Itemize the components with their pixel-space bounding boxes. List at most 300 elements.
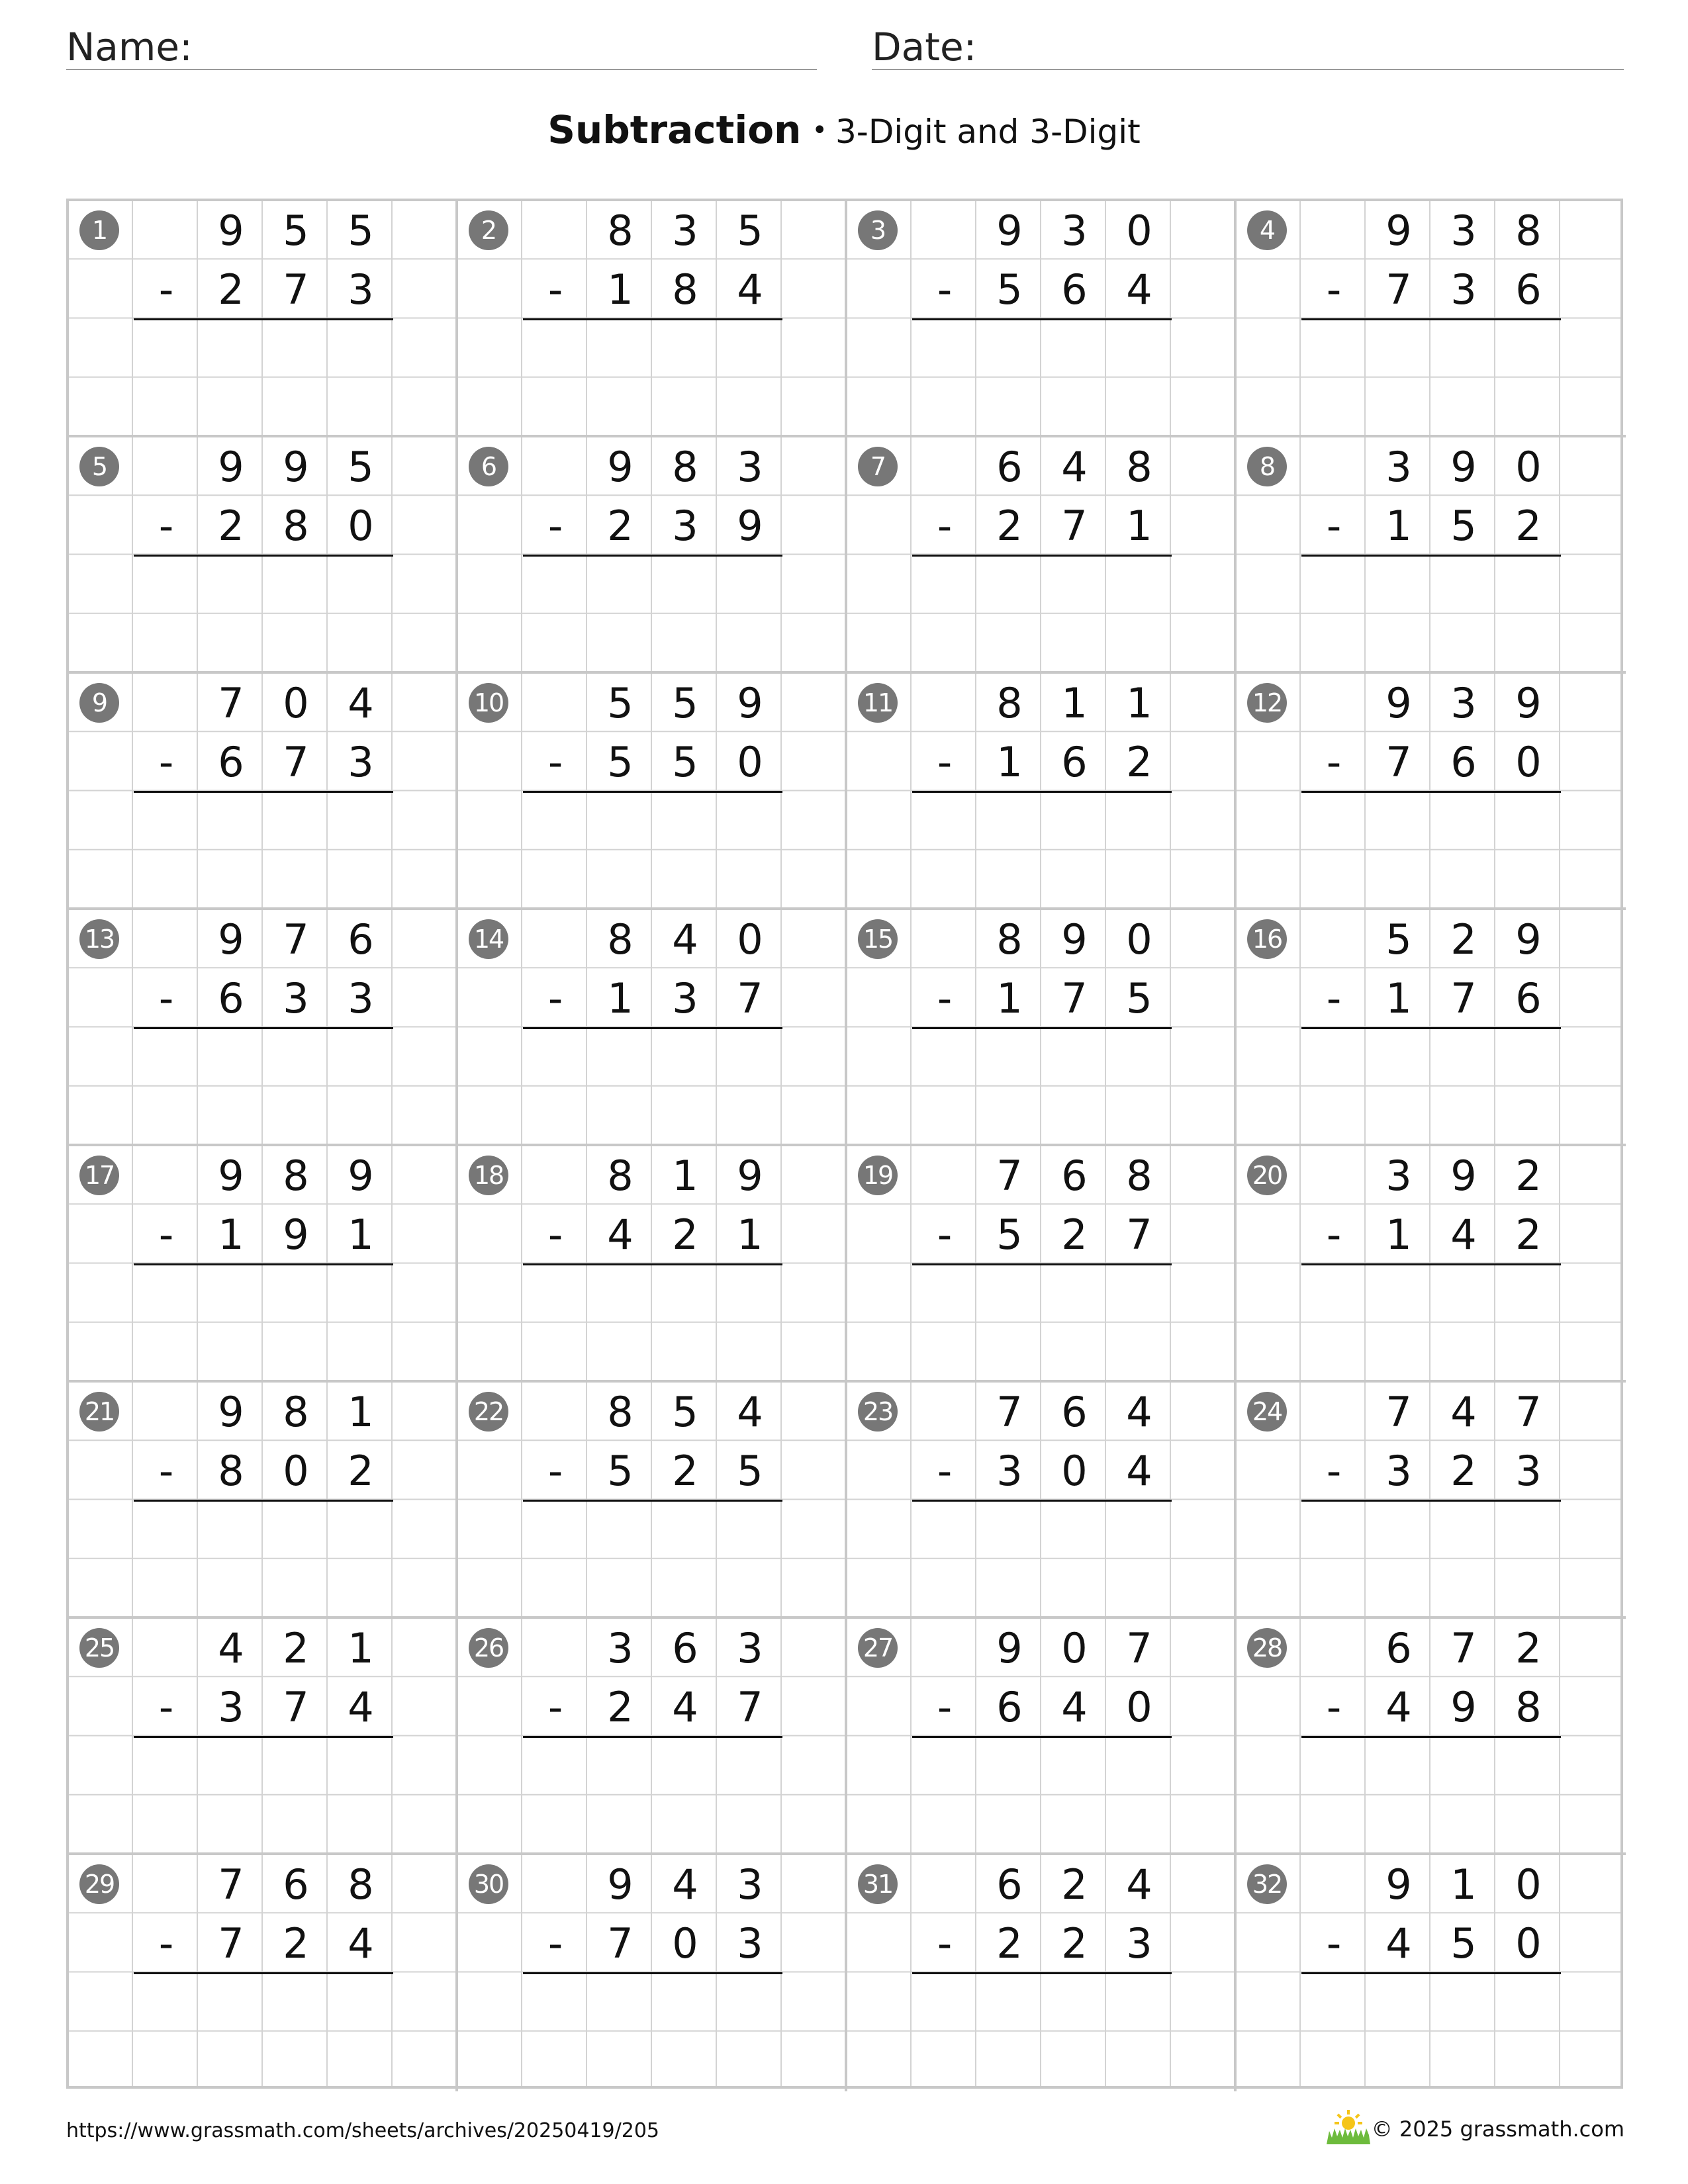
title-subtitle: 3-Digit and 3-Digit <box>835 113 1141 151</box>
subtrahend <box>1237 1914 1626 1973</box>
minuend-digit: 2 <box>1515 1624 1542 1672</box>
subtrahend-digit: 4 <box>1126 265 1152 314</box>
minuend-digit: 0 <box>1061 1624 1088 1672</box>
problem-number-badge: 4 <box>1247 210 1287 250</box>
minuend-digit: 4 <box>1126 1388 1152 1436</box>
problem-number-badge: 25 <box>79 1628 119 1668</box>
subtrahend <box>1237 733 1626 792</box>
minuend-digit: 6 <box>283 1860 309 1909</box>
subtrahend-digit: 6 <box>1450 738 1477 786</box>
problem-number-badge: 2 <box>469 210 508 250</box>
minuend <box>69 437 458 496</box>
minuend-digit: 1 <box>672 1152 698 1200</box>
answer-line <box>523 1263 782 1265</box>
minuend-digit: 3 <box>672 206 698 255</box>
subtrahend <box>69 1914 458 1973</box>
problem-cell <box>847 437 1237 674</box>
subtrahend-digit: 7 <box>737 1683 763 1731</box>
problem-number-badge: 18 <box>469 1156 508 1195</box>
subtrahend-digit: 6 <box>1061 738 1088 786</box>
subtrahend-digit: 2 <box>607 1683 633 1731</box>
subtrahend <box>458 260 847 319</box>
minus-sign: - <box>547 1919 563 1968</box>
subtrahend-digit: 9 <box>1450 1683 1477 1731</box>
answer-line <box>523 555 782 557</box>
subtrahend-digit: 4 <box>1126 1447 1152 1495</box>
answer-line <box>912 1972 1172 1974</box>
minuend-digit: 5 <box>283 206 309 255</box>
subtrahend-digit: 3 <box>1515 1447 1542 1495</box>
subtrahend-digit: 3 <box>1385 1447 1412 1495</box>
subtrahend <box>69 1678 458 1737</box>
minus-sign: - <box>1326 1210 1342 1259</box>
minus-sign: - <box>547 265 563 314</box>
minuend-digit: 4 <box>218 1624 244 1672</box>
subtrahend-digit: 2 <box>218 265 244 314</box>
subtrahend-digit: 5 <box>996 265 1023 314</box>
problem-number-badge: 11 <box>858 683 898 723</box>
subtrahend-digit: 1 <box>1385 1210 1412 1259</box>
minuend-digit: 7 <box>283 915 309 964</box>
subtrahend-digit: 3 <box>672 974 698 1023</box>
subtrahend-digit: 1 <box>737 1210 763 1259</box>
minuend-digit: 3 <box>607 1624 633 1672</box>
answer-line <box>523 1972 782 1974</box>
subtrahend-digit: 7 <box>737 974 763 1023</box>
subtrahend-digit: 4 <box>607 1210 633 1259</box>
subtrahend-digit: 1 <box>996 738 1023 786</box>
subtrahend-digit: 4 <box>737 265 763 314</box>
subtrahend-digit: 2 <box>1126 738 1152 786</box>
minuend <box>69 1146 458 1205</box>
minuend <box>1237 1146 1626 1205</box>
problem-number-badge: 5 <box>79 447 119 486</box>
minuend-digit: 6 <box>1061 1388 1088 1436</box>
problem-number-badge: 27 <box>858 1628 898 1668</box>
problem-number-badge: 1 <box>79 210 119 250</box>
minuend-digit: 6 <box>1385 1624 1412 1672</box>
answer-line <box>1301 1027 1561 1029</box>
answer-line <box>1301 1736 1561 1738</box>
minuend-digit: 8 <box>607 915 633 964</box>
subtrahend-digit: 0 <box>1126 1683 1152 1731</box>
name-label: Name: <box>66 24 193 69</box>
minuend-digit: 8 <box>672 443 698 491</box>
minuend-digit: 4 <box>1061 443 1088 491</box>
minuend-digit: 7 <box>996 1152 1023 1200</box>
minuend <box>69 910 458 969</box>
problem-number-badge: 10 <box>469 683 508 723</box>
minus-sign: - <box>158 738 174 786</box>
title-main: Subtraction <box>547 107 802 152</box>
minuend <box>1237 437 1626 496</box>
subtrahend-digit: 3 <box>737 1919 763 1968</box>
subtrahend-digit: 0 <box>672 1919 698 1968</box>
minuend-digit: 8 <box>996 915 1023 964</box>
minuend-digit: 4 <box>348 679 374 727</box>
minuend-digit: 9 <box>1450 443 1477 491</box>
minuend-digit: 9 <box>996 1624 1023 1672</box>
subtrahend-digit: 2 <box>672 1447 698 1495</box>
subtrahend <box>1237 1205 1626 1264</box>
minuend-digit: 8 <box>1126 443 1152 491</box>
problem-cell <box>458 1619 847 1855</box>
minus-sign: - <box>937 1210 953 1259</box>
subtrahend <box>847 1914 1237 1973</box>
problem-number-badge: 23 <box>858 1392 898 1432</box>
minuend-digit: 3 <box>1385 1152 1412 1200</box>
problem-cell <box>1237 910 1626 1146</box>
minuend-digit: 5 <box>607 679 633 727</box>
problem-number-badge: 31 <box>858 1864 898 1904</box>
answer-line <box>912 1500 1172 1502</box>
subtrahend-digit: 7 <box>607 1919 633 1968</box>
subtrahend-digit: 7 <box>1450 974 1477 1023</box>
minuend-digit: 8 <box>607 206 633 255</box>
problem-number-badge: 26 <box>469 1628 508 1668</box>
subtrahend-digit: 2 <box>1515 1210 1542 1259</box>
subtrahend-digit: 1 <box>1126 502 1152 550</box>
subtrahend <box>1237 969 1626 1028</box>
problem-number-badge: 7 <box>858 447 898 486</box>
minus-sign: - <box>1326 1447 1342 1495</box>
minuend-digit: 9 <box>1515 915 1542 964</box>
subtrahend-digit: 3 <box>348 738 374 786</box>
subtrahend-digit: 8 <box>672 265 698 314</box>
minuend-digit: 7 <box>1450 1624 1477 1672</box>
minuend-digit: 1 <box>1126 679 1152 727</box>
minuend <box>1237 1619 1626 1678</box>
answer-line <box>134 318 393 320</box>
minuend <box>847 1619 1237 1678</box>
answer-line <box>912 1736 1172 1738</box>
minuend <box>458 1146 847 1205</box>
minuend-digit: 2 <box>1515 1152 1542 1200</box>
date-field[interactable] <box>872 25 1624 70</box>
problem-cell <box>69 1146 458 1383</box>
subtrahend-digit: 2 <box>283 1919 309 1968</box>
minuend-digit: 9 <box>737 1152 763 1200</box>
problem-cell <box>1237 201 1626 437</box>
subtrahend <box>1237 260 1626 319</box>
minuend-digit: 8 <box>996 679 1023 727</box>
subtrahend-digit: 2 <box>672 1210 698 1259</box>
minuend <box>847 437 1237 496</box>
problem-cell <box>458 1855 847 2091</box>
subtrahend-digit: 0 <box>348 502 374 550</box>
subtrahend-digit: 1 <box>218 1210 244 1259</box>
subtrahend <box>1237 1678 1626 1737</box>
minuend-digit: 5 <box>348 206 374 255</box>
minuend-digit: 6 <box>1061 1152 1088 1200</box>
minus-sign: - <box>1326 265 1342 314</box>
problem-cell <box>1237 437 1626 674</box>
minuend-digit: 6 <box>672 1624 698 1672</box>
minuend-digit: 9 <box>996 206 1023 255</box>
subtrahend <box>847 1205 1237 1264</box>
minuend-digit: 3 <box>1385 443 1412 491</box>
minuend-digit: 7 <box>1385 1388 1412 1436</box>
minus-sign: - <box>547 502 563 550</box>
problem-number-badge: 24 <box>1247 1392 1287 1432</box>
minuend-digit: 8 <box>348 1860 374 1909</box>
minuend-digit: 3 <box>737 1860 763 1909</box>
subtrahend <box>458 496 847 555</box>
subtrahend <box>847 260 1237 319</box>
answer-line <box>912 1027 1172 1029</box>
footer-url[interactable]: https://www.grassmath.com/sheets/archives/20250419/205 <box>66 2119 660 2142</box>
minuend-digit: 4 <box>1126 1860 1152 1909</box>
subtrahend-digit: 2 <box>996 502 1023 550</box>
subtrahend <box>458 1205 847 1264</box>
subtrahend <box>458 969 847 1028</box>
minuend-digit: 6 <box>348 915 374 964</box>
subtrahend-digit: 5 <box>607 738 633 786</box>
subtrahend-digit: 4 <box>1061 1683 1088 1731</box>
problem-number-badge: 28 <box>1247 1628 1287 1668</box>
minus-sign: - <box>937 1919 953 1968</box>
minus-sign: - <box>937 265 953 314</box>
problem-cell <box>69 437 458 674</box>
problem-number-badge: 17 <box>79 1156 119 1195</box>
problem-cell <box>69 910 458 1146</box>
footer-copyright: © 2025 grassmath.com <box>1371 2116 1624 2142</box>
problem-number-badge: 32 <box>1247 1864 1287 1904</box>
minuend <box>1237 1855 1626 1914</box>
problem-cell <box>1237 1619 1626 1855</box>
subtrahend <box>458 1678 847 1737</box>
problem-cell <box>458 1383 847 1619</box>
minuend-digit: 2 <box>283 1624 309 1672</box>
minuend-digit: 3 <box>1450 206 1477 255</box>
answer-line <box>1301 1500 1561 1502</box>
subtrahend-digit: 1 <box>607 265 633 314</box>
minuend-digit: 4 <box>1450 1388 1477 1436</box>
subtrahend <box>1237 496 1626 555</box>
answer-line <box>134 1263 393 1265</box>
minuend-digit: 7 <box>1515 1388 1542 1436</box>
subtrahend <box>69 969 458 1028</box>
subtrahend-digit: 4 <box>348 1919 374 1968</box>
subtrahend-digit: 2 <box>218 502 244 550</box>
problem-cell <box>458 674 847 910</box>
subtrahend-digit: 5 <box>1126 974 1152 1023</box>
subtrahend-digit: 7 <box>1061 974 1088 1023</box>
answer-line <box>134 791 393 793</box>
minuend-digit: 0 <box>1515 1860 1542 1909</box>
problem-number-badge: 6 <box>469 447 508 486</box>
minuend-digit: 4 <box>672 1860 698 1909</box>
problem-cell <box>69 674 458 910</box>
problem-number-badge: 19 <box>858 1156 898 1195</box>
subtrahend-digit: 6 <box>218 738 244 786</box>
subtrahend <box>847 1441 1237 1500</box>
answer-line <box>523 318 782 320</box>
minuend-digit: 1 <box>348 1624 374 1672</box>
subtrahend <box>69 1205 458 1264</box>
subtrahend-digit: 0 <box>737 738 763 786</box>
minuend-digit: 7 <box>218 679 244 727</box>
minuend-digit: 1 <box>1450 1860 1477 1909</box>
minuend-digit: 9 <box>1450 1152 1477 1200</box>
minuend-digit: 3 <box>737 443 763 491</box>
minuend-digit: 0 <box>1515 443 1542 491</box>
answer-line <box>134 1972 393 1974</box>
subtrahend <box>458 733 847 792</box>
minus-sign: - <box>158 1447 174 1495</box>
minuend-digit: 9 <box>1385 1860 1412 1909</box>
subtrahend-digit: 1 <box>996 974 1023 1023</box>
answer-line <box>1301 555 1561 557</box>
subtrahend-digit: 0 <box>1061 1447 1088 1495</box>
subtrahend-digit: 7 <box>1126 1210 1152 1259</box>
problem-number-badge: 30 <box>469 1864 508 1904</box>
answer-line <box>1301 318 1561 320</box>
answer-line <box>134 1736 393 1738</box>
subtrahend-digit: 8 <box>1515 1683 1542 1731</box>
grass-sun-logo-icon <box>1325 2109 1372 2144</box>
subtrahend-digit: 6 <box>1515 974 1542 1023</box>
subtrahend-digit: 2 <box>996 1919 1023 1968</box>
minuend-digit: 0 <box>1126 915 1152 964</box>
minuend-digit: 1 <box>348 1388 374 1436</box>
subtrahend-digit: 3 <box>1450 265 1477 314</box>
subtrahend-digit: 4 <box>1450 1210 1477 1259</box>
subtrahend-digit: 7 <box>283 1683 309 1731</box>
minuend <box>69 1619 458 1678</box>
minuend-digit: 9 <box>283 443 309 491</box>
problem-cell <box>847 1146 1237 1383</box>
minus-sign: - <box>547 974 563 1023</box>
subtrahend-digit: 1 <box>1385 502 1412 550</box>
answer-line <box>1301 1263 1561 1265</box>
subtrahend-digit: 3 <box>348 974 374 1023</box>
answer-line <box>912 791 1172 793</box>
minuend-digit: 3 <box>1061 206 1088 255</box>
subtrahend-digit: 5 <box>1450 1919 1477 1968</box>
subtrahend-digit: 5 <box>1450 502 1477 550</box>
minuend-digit: 5 <box>737 206 763 255</box>
minuend-digit: 9 <box>1385 206 1412 255</box>
minuend-digit: 9 <box>1385 679 1412 727</box>
subtrahend-digit: 6 <box>1515 265 1542 314</box>
problem-cell <box>458 201 847 437</box>
subtrahend-digit: 3 <box>283 974 309 1023</box>
subtrahend-digit: 3 <box>348 265 374 314</box>
minuend <box>458 437 847 496</box>
subtrahend-digit: 7 <box>1061 502 1088 550</box>
minuend <box>847 674 1237 733</box>
subtrahend-digit: 8 <box>283 502 309 550</box>
answer-line <box>1301 791 1561 793</box>
answer-line <box>134 555 393 557</box>
minuend-digit: 2 <box>1061 1860 1088 1909</box>
minus-sign: - <box>158 974 174 1023</box>
minuend-digit: 6 <box>996 443 1023 491</box>
minuend-digit: 7 <box>1126 1624 1152 1672</box>
problem-number-badge: 21 <box>79 1392 119 1432</box>
subtrahend-digit: 9 <box>737 502 763 550</box>
minuend-digit: 8 <box>1515 206 1542 255</box>
date-label: Date: <box>872 24 977 69</box>
problem-cell <box>1237 674 1626 910</box>
subtrahend <box>847 496 1237 555</box>
problem-cell <box>458 1146 847 1383</box>
minus-sign: - <box>1326 1919 1342 1968</box>
subtrahend <box>1237 1441 1626 1500</box>
subtrahend <box>458 1441 847 1500</box>
minuend-digit: 0 <box>283 679 309 727</box>
subtrahend-digit: 0 <box>283 1447 309 1495</box>
subtrahend <box>847 1678 1237 1737</box>
subtrahend-digit: 4 <box>1385 1683 1412 1731</box>
minus-sign: - <box>547 1210 563 1259</box>
minus-sign: - <box>1326 738 1342 786</box>
subtrahend-digit: 7 <box>283 738 309 786</box>
subtrahend-digit: 2 <box>1515 502 1542 550</box>
minus-sign: - <box>937 974 953 1023</box>
subtrahend-digit: 7 <box>283 265 309 314</box>
subtrahend-digit: 0 <box>1515 1919 1542 1968</box>
subtrahend-digit: 5 <box>672 738 698 786</box>
subtrahend-digit: 7 <box>1385 265 1412 314</box>
answer-line <box>134 1027 393 1029</box>
minuend <box>1237 910 1626 969</box>
minus-sign: - <box>1326 1683 1342 1731</box>
minus-sign: - <box>158 1210 174 1259</box>
minus-sign: - <box>1326 974 1342 1023</box>
minuend <box>1237 201 1626 260</box>
minuend-digit: 7 <box>996 1388 1023 1436</box>
name-field[interactable] <box>66 25 817 70</box>
subtrahend-digit: 6 <box>996 1683 1023 1731</box>
minuend-digit: 8 <box>283 1388 309 1436</box>
problem-cell <box>69 1855 458 2091</box>
subtrahend-digit: 8 <box>218 1447 244 1495</box>
minuend-digit: 8 <box>607 1388 633 1436</box>
minuend-digit: 5 <box>672 1388 698 1436</box>
problem-cell <box>458 910 847 1146</box>
minuend <box>458 1619 847 1678</box>
minus-sign: - <box>937 502 953 550</box>
subtrahend-digit: 6 <box>1061 265 1088 314</box>
problem-cell <box>69 1619 458 1855</box>
minuend-digit: 0 <box>737 915 763 964</box>
problem-cell <box>847 1855 1237 2091</box>
minuend <box>847 201 1237 260</box>
subtrahend-digit: 3 <box>672 502 698 550</box>
minuend-digit: 9 <box>218 1388 244 1436</box>
subtrahend-digit: 4 <box>672 1683 698 1731</box>
subtrahend-digit: 1 <box>1385 974 1412 1023</box>
minuend-digit: 9 <box>218 443 244 491</box>
subtrahend <box>847 733 1237 792</box>
answer-line <box>523 1500 782 1502</box>
minuend <box>847 1383 1237 1441</box>
problem-cell <box>847 201 1237 437</box>
subtrahend-digit: 4 <box>348 1683 374 1731</box>
minuend-digit: 3 <box>737 1624 763 1672</box>
minuend <box>847 1146 1237 1205</box>
subtrahend <box>69 496 458 555</box>
title-bullet: • <box>812 115 827 146</box>
minuend-digit: 0 <box>1126 206 1152 255</box>
answer-line <box>912 555 1172 557</box>
minuend-digit: 5 <box>348 443 374 491</box>
problem-number-badge: 14 <box>469 919 508 959</box>
subtrahend-digit: 5 <box>737 1447 763 1495</box>
problem-number-badge: 15 <box>858 919 898 959</box>
